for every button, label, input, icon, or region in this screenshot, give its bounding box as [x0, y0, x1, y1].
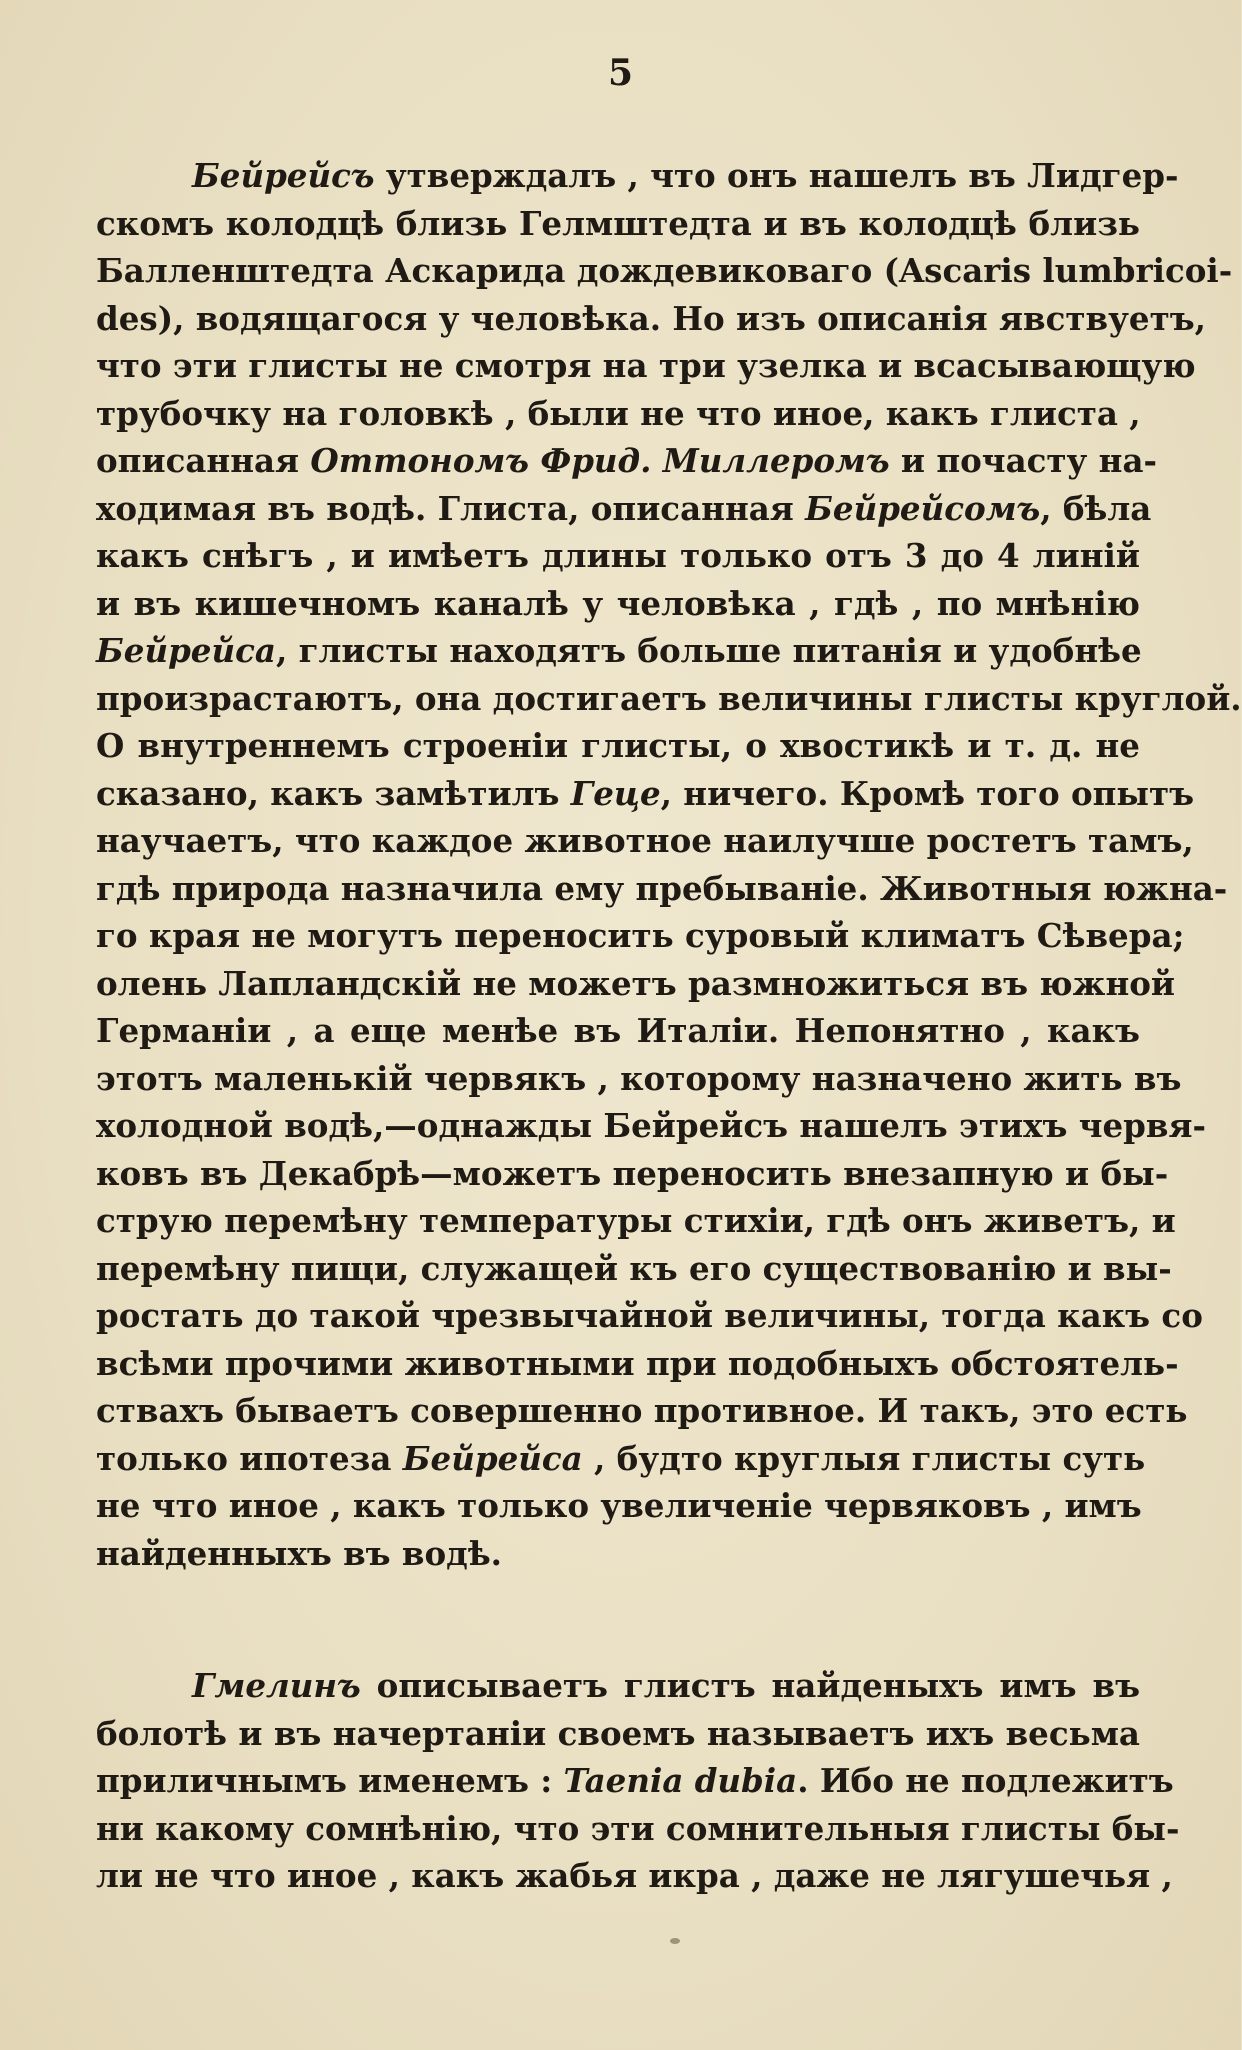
text-line [96, 1197, 1176, 1245]
line-text: , ничего. Кромѣ того опытъ [660, 773, 1195, 813]
text-line [96, 865, 1228, 913]
line-text: не что иное , какъ только увеличеніе червяковъ , имъ [96, 1486, 1142, 1525]
paragraph-beireis [96, 152, 1242, 1577]
line-text: ковъ въ Декабрѣ—можетъ переносить внезапную и бы- [96, 1153, 1169, 1193]
text-line [96, 532, 1140, 580]
page-number: 5 [607, 52, 634, 94]
text-line [96, 200, 1140, 248]
line-text: Германіи , а еще менѣе въ Италіи. Непонятно , какъ [96, 1011, 1140, 1050]
line-text: перемѣну пищи, служащей къ его существованію и вы- [96, 1248, 1172, 1288]
line-text: ростать до такой чрезвычайной величины, тогда какъ со [96, 1296, 1203, 1335]
line-text: ли не что иное , какъ жабья икра , даже не лягушечья , [96, 1856, 1173, 1895]
italic-name: Бейрейса [96, 631, 276, 670]
text-line [96, 1435, 1146, 1483]
line-text: произрастаютъ, она достигаетъ величины глисты круглой. [96, 678, 1242, 718]
text-line [96, 1805, 1180, 1853]
text-line [96, 817, 1194, 865]
text-line [96, 960, 1176, 1008]
italic-name: Оттономъ Фрид. Миллеромъ [310, 441, 890, 480]
line-text: сказано, какъ замѣтилъ [96, 773, 571, 813]
text-line [96, 1340, 1179, 1388]
text-line [96, 1245, 1172, 1293]
line-text: , будто круглыя глисты суть [582, 1438, 1146, 1478]
text-line [96, 295, 1206, 343]
text-line [96, 1710, 1140, 1758]
line-text: олень Лапландскій не можетъ размножиться въ южной [96, 963, 1176, 1003]
italic-name: Taenia dubia [563, 1761, 798, 1800]
italic-name: Геце [570, 773, 661, 813]
text-line [96, 1102, 1206, 1150]
line-text: что эти глисты не смотря на три узелка и всасывающую [96, 346, 1196, 385]
text-line [96, 627, 1140, 675]
line-text: этотъ маленькій червякъ , которому назначено жить въ [96, 1058, 1182, 1098]
text-line [96, 152, 1179, 200]
line-text: скомъ колодцѣ близь Гелмштедта и въ колодцѣ близь [96, 203, 1140, 243]
line-text: Балленштедта Аскарида дождевиковаго (Ascaris lumbricoi- [96, 251, 1233, 290]
ink-speck [670, 1938, 680, 1944]
line-text: ходимая въ водѣ. Глиста, описанная [96, 488, 806, 528]
line-text: , глисты находятъ больше питанія и удобнѣе [275, 631, 1142, 670]
text-line [96, 1482, 1140, 1530]
text-line [96, 1530, 1140, 1578]
text-line [96, 580, 1140, 628]
italic-name: Гмелинъ [192, 1666, 361, 1705]
text-line [96, 1662, 1140, 1710]
text-line [96, 675, 1242, 723]
line-text: описываетъ глистъ найденыхъ имъ въ [360, 1666, 1140, 1705]
paragraph-gmelin [96, 1662, 1180, 1900]
italic-name: Бейрейсъ [192, 156, 375, 195]
line-text: ствахъ бываетъ совершенно противное. И такъ, это есть [96, 1391, 1188, 1430]
line-text: и почасту на- [889, 441, 1158, 480]
line-text: только ипотеза [96, 1438, 403, 1478]
text-line [96, 1387, 1188, 1435]
text-line [96, 1852, 1173, 1900]
text-line [96, 1150, 1169, 1198]
line-text: описанная [96, 441, 311, 480]
line-text: какъ снѣгъ , и имѣетъ длины только отъ 3 до 4 линій [96, 536, 1140, 575]
text-line [96, 1757, 1174, 1805]
text-line [96, 770, 1195, 818]
line-text: гдѣ природа назначила ему пребываніе. Животныя южна- [96, 868, 1228, 908]
line-text: научаетъ, что каждое животное наилучше ростетъ тамъ, [96, 821, 1194, 860]
text-line [96, 485, 1152, 533]
line-text: трубочку на головкѣ , были не что иное, какъ глиста , [96, 393, 1141, 433]
italic-name: Бейрейсомъ [805, 488, 1041, 528]
line-text: струю перемѣну температуры стихіи, гдѣ онъ живетъ, и [96, 1201, 1176, 1240]
line-text: утверждалъ , что онъ нашелъ въ Лидгер- [374, 156, 1179, 195]
line-text: , бѣла [1040, 488, 1152, 528]
text-line [96, 1292, 1203, 1340]
line-text: ни какому сомнѣнію, что эти сомнительныя глисты бы- [96, 1808, 1180, 1848]
line-text: des), водящагося у человѣка. Но изъ описанія явствуетъ, [96, 298, 1206, 338]
line-text: всѣми прочими животными при подобныхъ обстоятель- [96, 1343, 1179, 1383]
text-line [96, 1055, 1182, 1103]
italic-name: Бейрейса [402, 1438, 583, 1478]
line-text: . Ибо не подлежитъ [797, 1761, 1174, 1800]
text-line [96, 247, 1233, 295]
text-line [96, 437, 1158, 485]
text-line [96, 390, 1140, 438]
text-line [96, 1007, 1140, 1055]
line-text: болотѣ и въ начертаніи своемъ называетъ ихъ весьма [96, 1713, 1140, 1753]
line-text: О внутреннемъ строеніи глисты, о хвостикѣ и т. д. не [96, 726, 1140, 765]
line-text: и въ кишечномъ каналѣ у человѣка , гдѣ , по мнѣнію [96, 583, 1140, 623]
text-line [96, 342, 1196, 390]
line-text: приличнымъ именемъ : [96, 1761, 564, 1800]
text-line [96, 912, 1185, 960]
line-text: го края не могутъ переносить суровый климатъ Сѣвера; [96, 916, 1185, 955]
line-text: найденныхъ въ водѣ. [96, 1533, 502, 1573]
text-line [96, 722, 1140, 770]
line-text: холодной водѣ,—однажды Бейрейсъ нашелъ этихъ червя- [96, 1106, 1206, 1145]
